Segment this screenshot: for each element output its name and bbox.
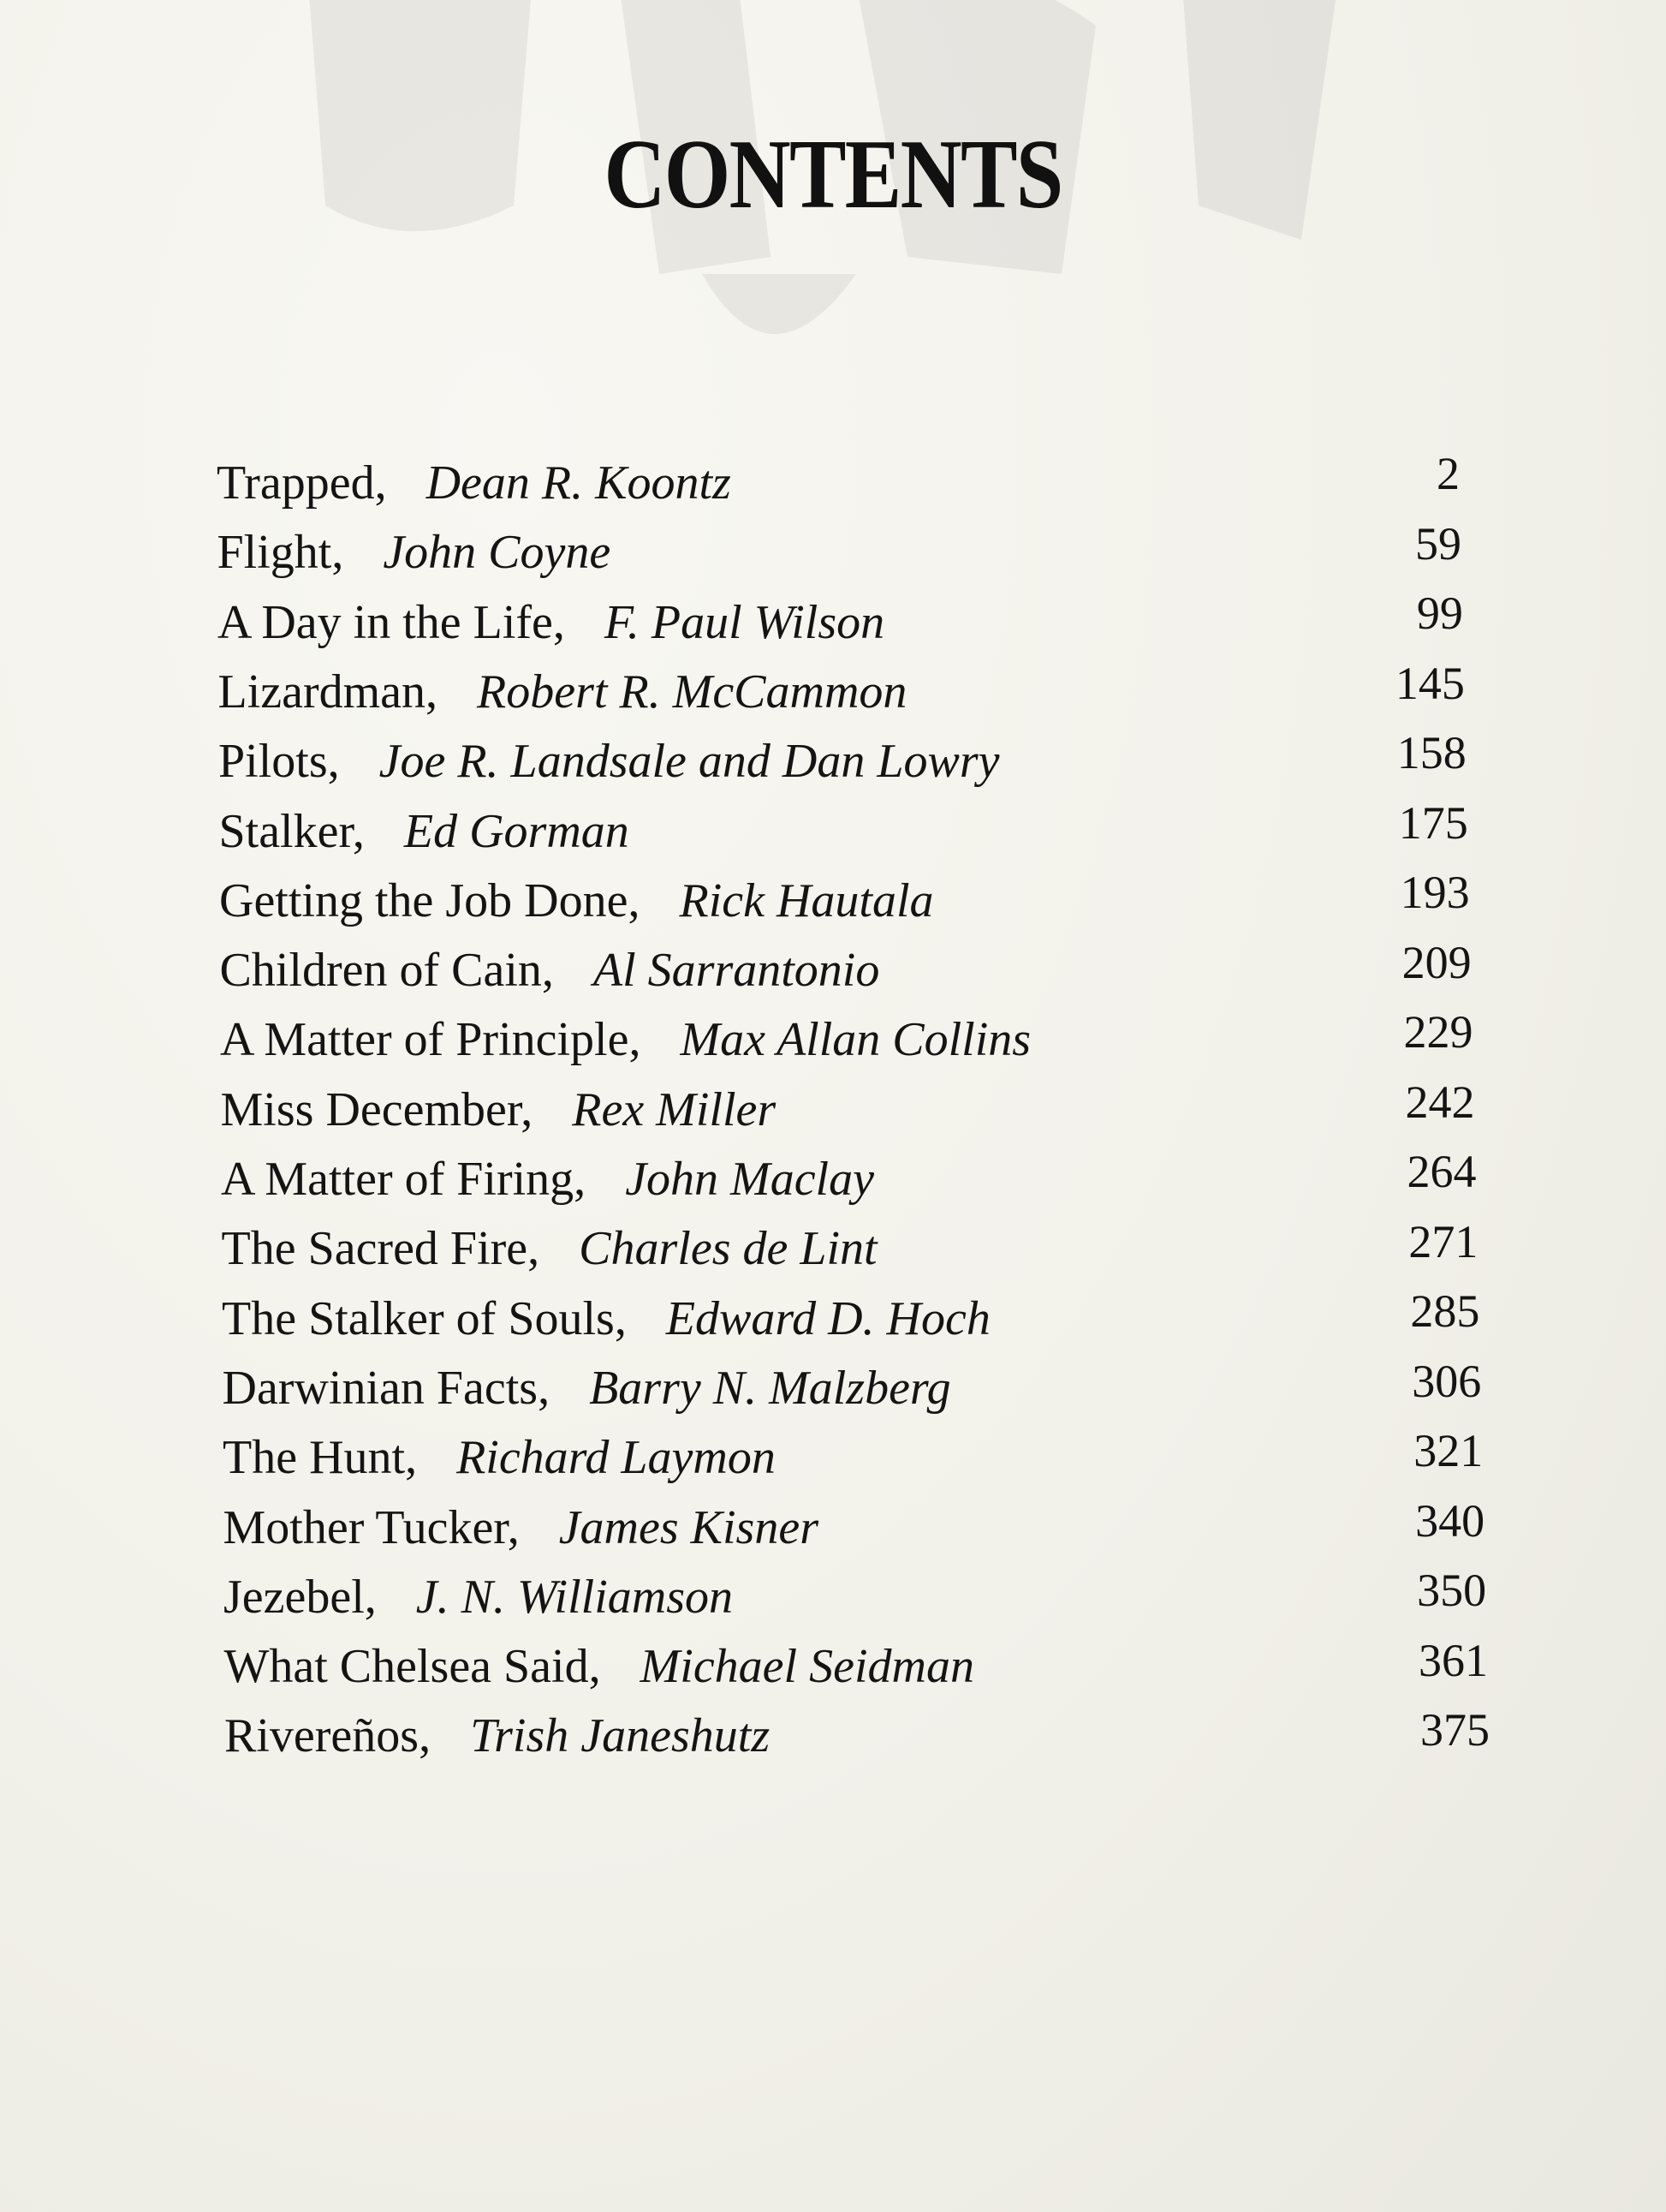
page-number: 321	[1413, 1425, 1484, 1477]
story-title: Trapped,	[217, 456, 387, 510]
toc-entry	[220, 943, 880, 1003]
page-number: 340	[1415, 1494, 1485, 1547]
story-title: A Day in the Life,	[217, 595, 565, 649]
story-title: Pilots,	[218, 735, 340, 789]
story-author: James Kisner	[558, 1500, 818, 1554]
page-number: 306	[1412, 1355, 1482, 1407]
page-number: 99	[1416, 587, 1463, 640]
page-number: 375	[1420, 1704, 1490, 1756]
story-author: Rex Miller	[572, 1082, 776, 1136]
story-author: Dean R. Koontz	[425, 456, 731, 510]
toc-entry	[217, 456, 731, 516]
toc-entry	[221, 1152, 874, 1212]
page-title: CONTENTS	[604, 120, 1062, 230]
story-title: Children of Cain,	[219, 944, 554, 998]
toc-entry	[221, 1082, 776, 1142]
story-author: Al Sarrantonio	[592, 944, 880, 998]
page-number: 193	[1400, 867, 1470, 919]
story-author: Michael Seidman	[640, 1640, 974, 1694]
toc-entry	[219, 873, 934, 933]
story-title: Miss December,	[220, 1082, 533, 1136]
page-number: 285	[1410, 1285, 1480, 1338]
toc-entry	[218, 734, 999, 794]
page-number: 271	[1408, 1215, 1479, 1267]
toc-entry	[224, 1708, 770, 1768]
story-title: What Chelsea Said,	[223, 1640, 601, 1694]
story-author: J. N. Williamson	[415, 1570, 734, 1624]
toc-entry	[223, 1570, 733, 1630]
page-number: 145	[1395, 657, 1465, 709]
page-number: 264	[1407, 1146, 1477, 1198]
page-number: 350	[1417, 1565, 1487, 1617]
page-number: 229	[1403, 1006, 1473, 1058]
page-number: 209	[1401, 936, 1472, 988]
story-author: Richard Laymon	[456, 1431, 776, 1485]
story-author: Barry N. Malzberg	[589, 1361, 951, 1415]
story-author: Rick Hautala	[679, 873, 934, 927]
toc-entry	[222, 1221, 878, 1281]
story-author: Joe R. Landsale and Dan Lowry	[378, 735, 1000, 789]
story-author: Ed Gorman	[403, 804, 629, 858]
toc-entry	[217, 525, 611, 585]
story-author: Trish Janeshutz	[470, 1709, 771, 1763]
page-number: 242	[1405, 1076, 1475, 1128]
toc-entry	[218, 665, 907, 724]
story-author: John Maclay	[625, 1153, 874, 1206]
story-author: F. Paul Wilson	[604, 595, 885, 649]
page-number: 158	[1396, 727, 1467, 779]
story-author: Robert R. McCammon	[477, 665, 907, 718]
toc-entry	[223, 1361, 951, 1421]
story-title: A Matter of Principle,	[220, 1013, 641, 1067]
page-number: 175	[1398, 796, 1468, 849]
story-author: Max Allan Collins	[680, 1013, 1032, 1067]
toc-entry	[223, 1430, 776, 1490]
toc-entry	[223, 1500, 819, 1560]
story-author: Charles de Lint	[579, 1222, 878, 1276]
page-number: 2	[1437, 448, 1460, 499]
toc-entry	[224, 1639, 974, 1699]
story-title: Lizardman,	[217, 665, 438, 718]
story-title: The Hunt,	[223, 1431, 418, 1485]
story-title: A Matter of Firing,	[221, 1153, 586, 1206]
story-author: Edward D. Hoch	[665, 1291, 991, 1345]
story-author: John Coyne	[383, 526, 611, 580]
story-title: Darwinian Facts,	[222, 1361, 550, 1415]
toc-entry	[222, 1291, 991, 1351]
story-title: Flight,	[217, 526, 344, 580]
page-number: 361	[1419, 1634, 1489, 1686]
story-title: Rivereños,	[224, 1709, 431, 1763]
story-title: Stalker,	[218, 804, 365, 858]
page-number: 59	[1414, 517, 1461, 569]
story-title: Jezebel,	[223, 1570, 377, 1624]
toc-entry	[217, 595, 884, 655]
story-title: The Sacred Fire,	[221, 1222, 540, 1276]
toc-entry	[219, 804, 629, 864]
story-title: The Stalker of Souls,	[222, 1291, 627, 1345]
story-title: Mother Tucker,	[223, 1500, 520, 1554]
toc-entry	[220, 1012, 1031, 1072]
story-title: Getting the Job Done,	[219, 873, 640, 927]
